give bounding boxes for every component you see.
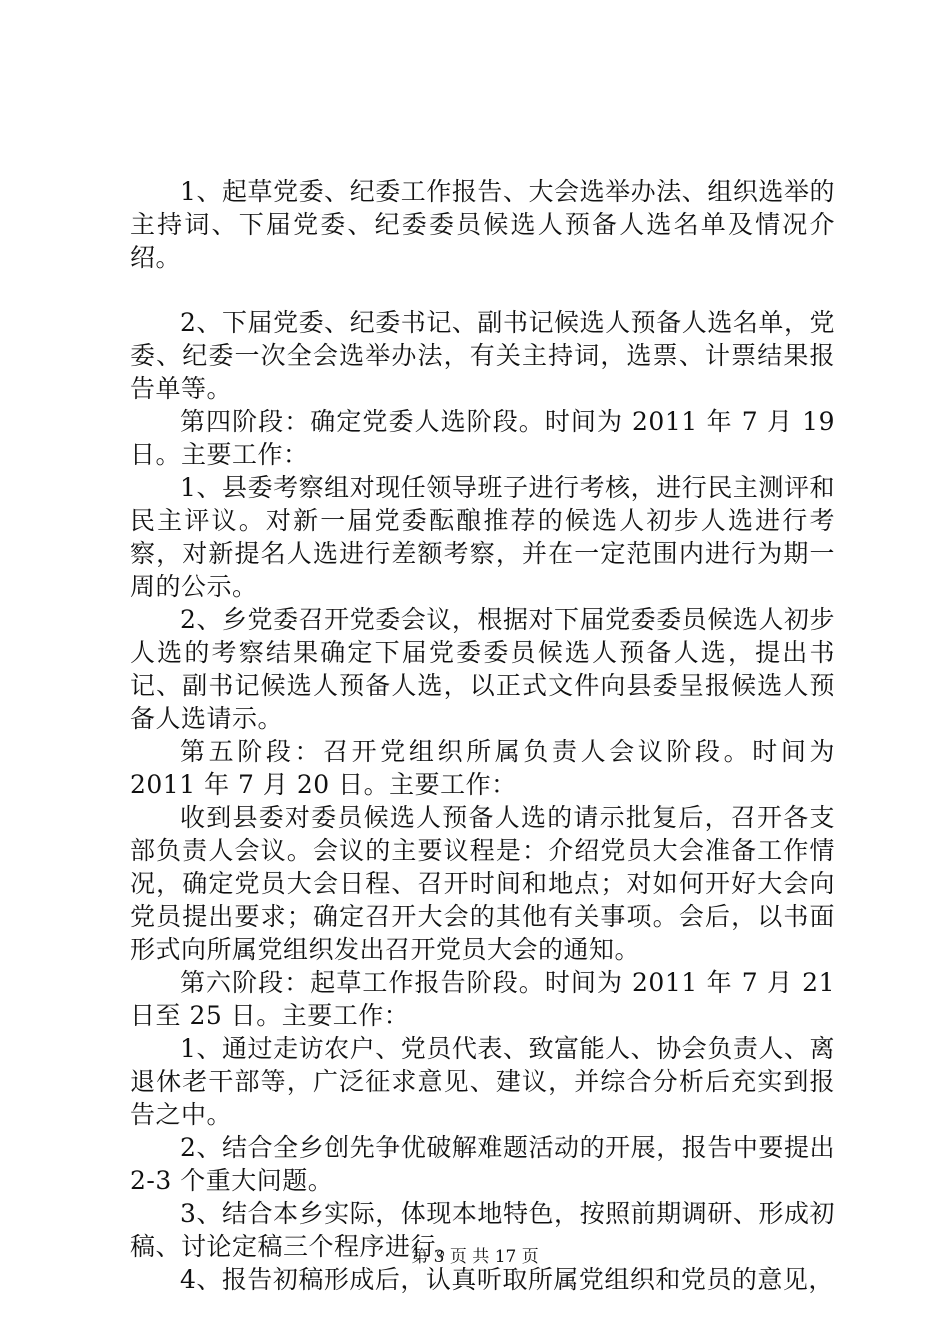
paragraph-4: 1、县委考察组对现任领导班子进行考核，进行民主测评和民主评议。对新一届党委酝酿推荐的候选人初步人选进行考察，对新提名人选进行差额考察，并在一定范围内进行为期一周的公示。: [130, 473, 835, 601]
paragraph-9: 1、通过走访农户、党员代表、致富能人、协会负责人、离退休老干部等，广泛征求意见、建议，并综合分析后充实到报告之中。: [130, 1034, 835, 1129]
paragraph-11: 3、结合本乡实际，体现本地特色，按照前期调研、形成初稿、讨论定稿三个程序进行。: [130, 1199, 835, 1261]
paragraph-7: 收到县委对委员候选人预备人选的请示批复后，召开各支部负责人会议。会议的主要议程是：介绍党员大会准备工作情况，确定党员大会日程、召开时间和地点；对如何开好大会向党员提出要求；确定召开大会的其他有关事项。会后，以书面形式向所属党组织发出召开党员大会的通知。: [130, 803, 835, 964]
page-number-footer: 第 3 页 共 17 页: [411, 1247, 539, 1267]
paragraph-12: 4、报告初稿形成后，认真听取所属党组织和党员的意见，: [180, 1265, 834, 1294]
document-body: [130, 175, 835, 1296]
paragraph-2: 2、下届党委、纪委书记、副书记候选人预备人选名单，党委、纪委一次全会选举办法，有关主持词，选票、计票结果报告单等。: [130, 308, 835, 403]
paragraph-1: 1、起草党委、纪委工作报告、大会选举办法、组织选举的主持词、下届党委、纪委委员候选人预备人选名单及情况介绍。: [130, 177, 835, 272]
paragraph-6: 第五阶段：召开党组织所属负责人会议阶段。时间为 2011 年 7 月 20 日。主要工作：: [130, 737, 835, 799]
paragraph-5: 2、乡党委召开党委会议，根据对下届党委委员候选人初步人选的考察结果确定下届党委委员候选人预备人选，提出书记、副书记候选人预备人选，以正式文件向县委呈报候选人预备人选请示。: [130, 605, 835, 733]
paragraph-3: 第四阶段：确定党委人选阶段。时间为 2011 年 7 月 19 日。主要工作：: [130, 407, 835, 469]
paragraph-10: 2、结合全乡创先争优破解难题活动的开展，报告中要提出 2-3 个重大问题。: [130, 1133, 835, 1195]
paragraph-8: 第六阶段：起草工作报告阶段。时间为 2011 年 7 月 21 日至 25 日。主要工作：: [130, 968, 835, 1030]
